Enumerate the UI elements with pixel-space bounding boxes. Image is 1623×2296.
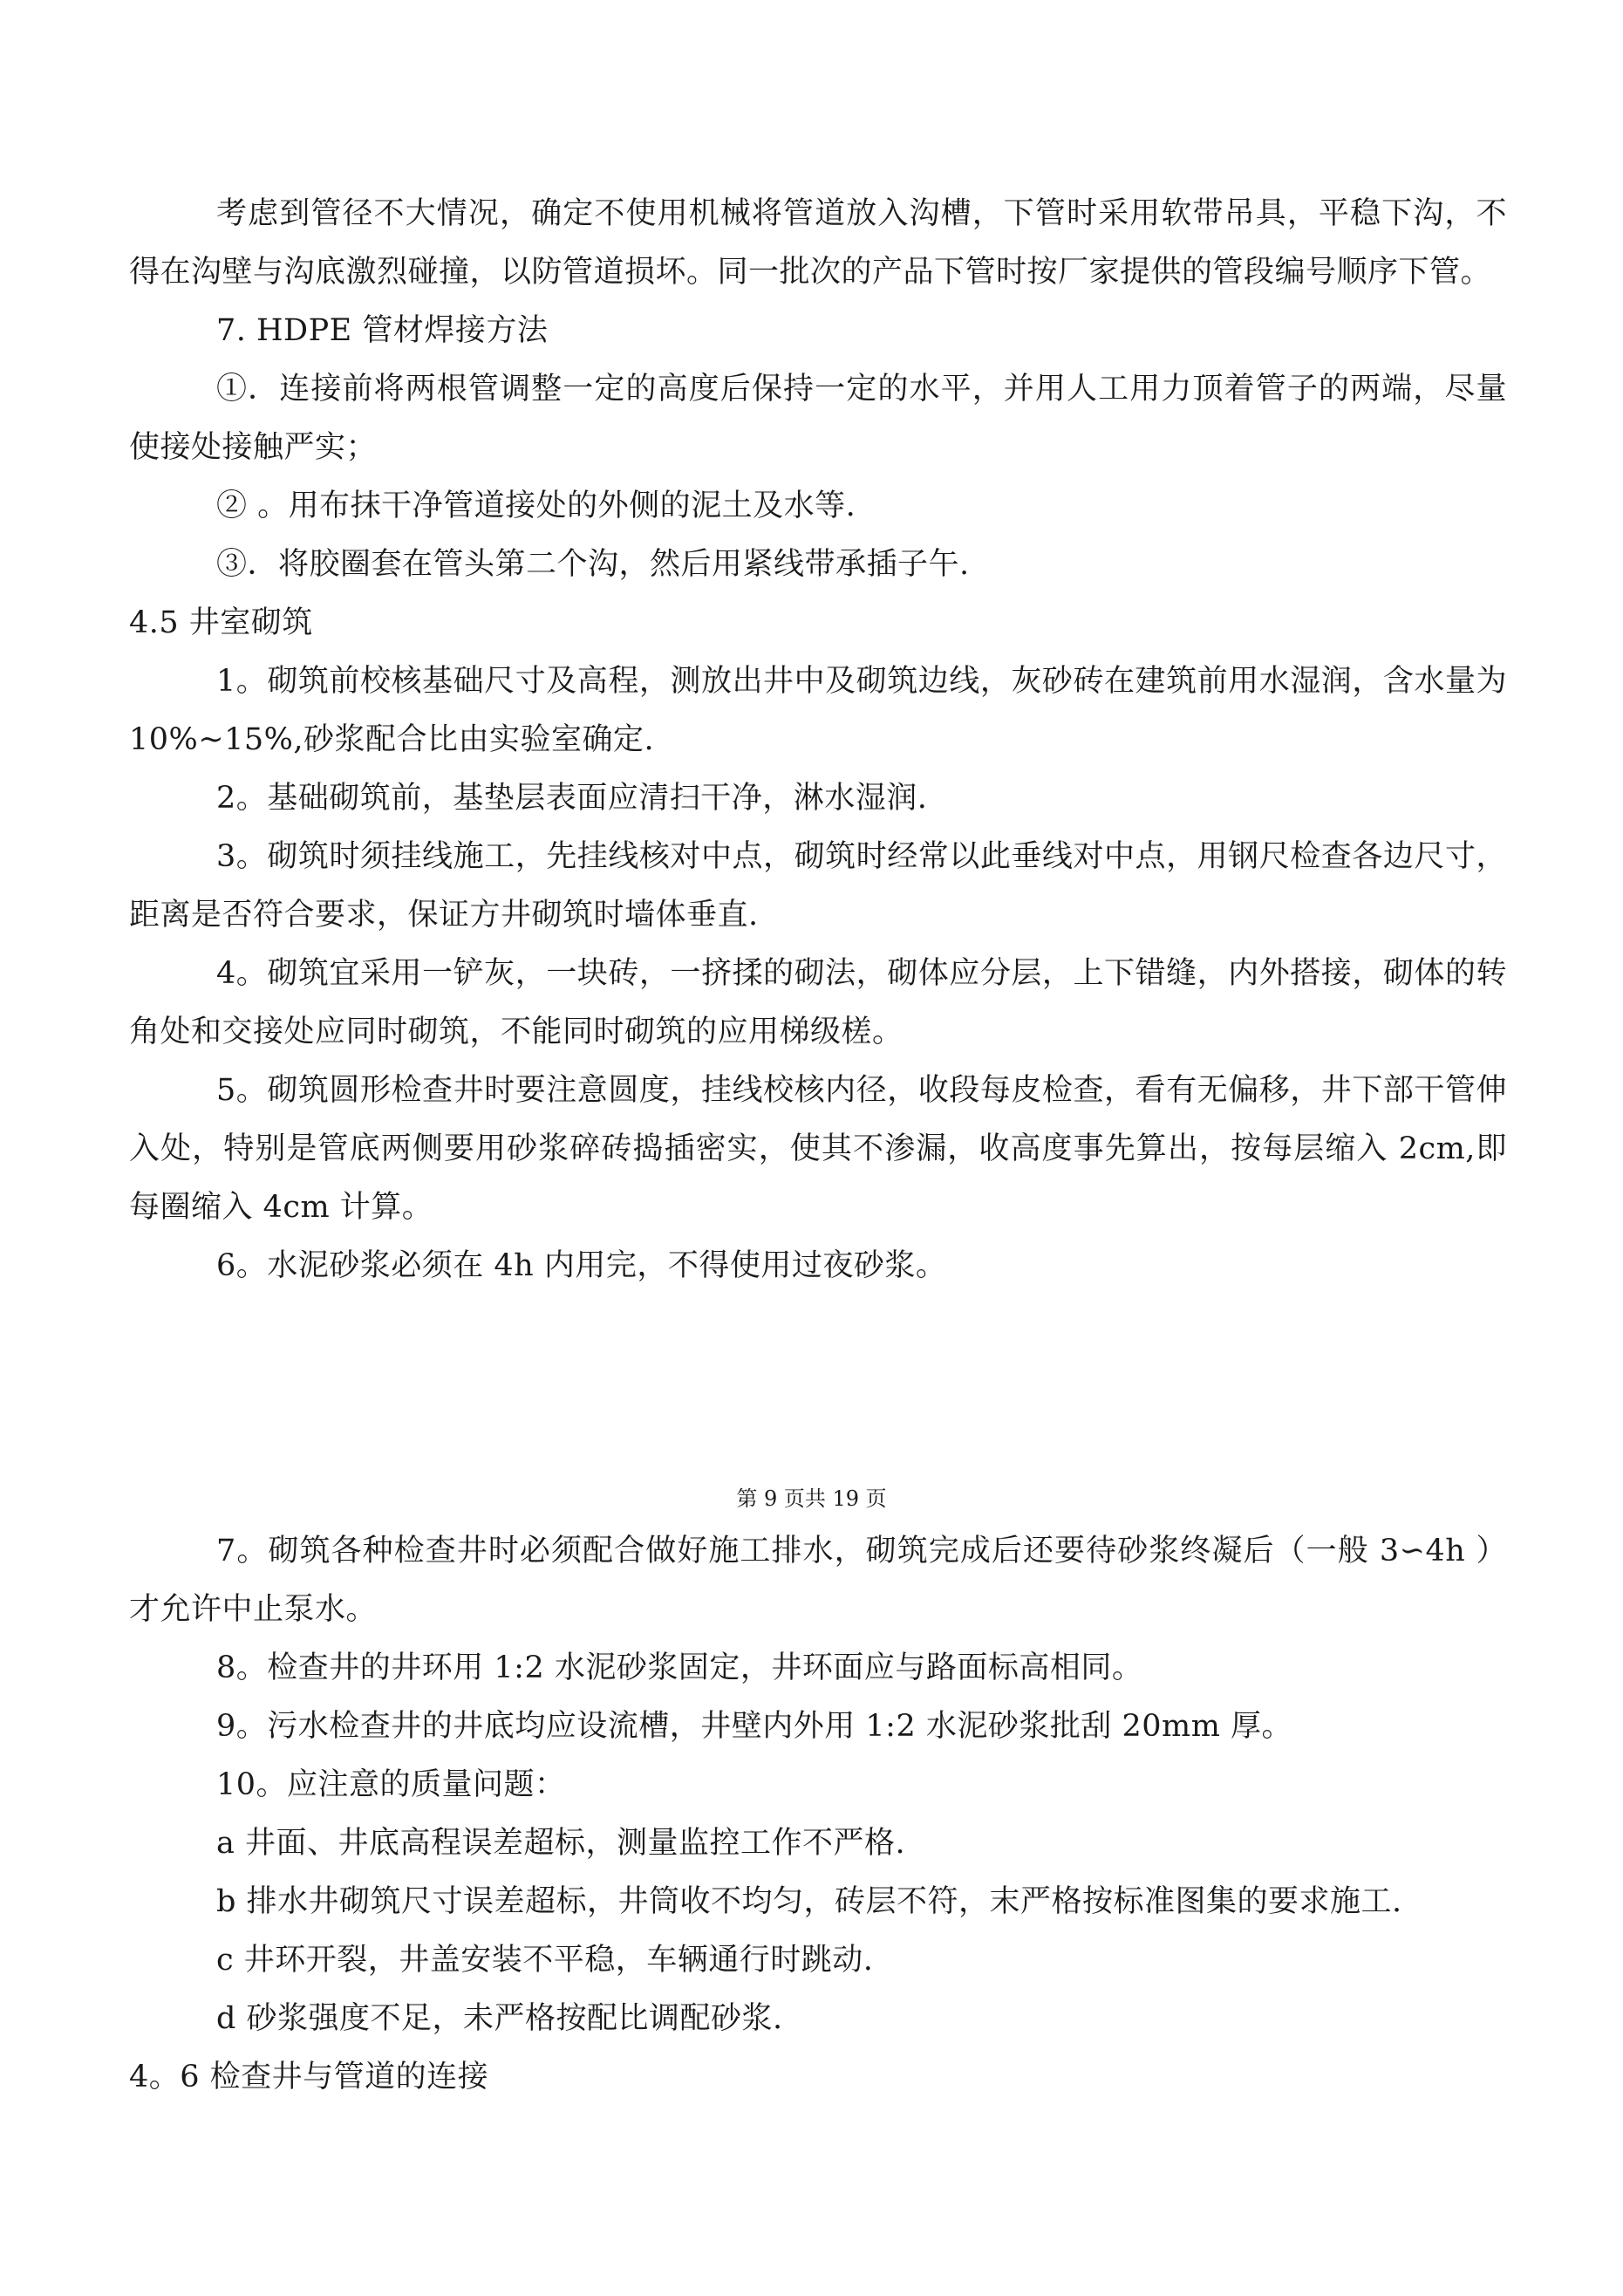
page-number-footer: 第 9 页共 19 页 <box>736 1486 887 1511</box>
paragraph-pipe-lowering: 考虑到管径不大情况，确定不使用机械将管道放入沟槽，下管时采用软带吊具，平稳下沟，不得在沟壁与沟底激烈碰撞，以防管道损坏。同一批次的产品下管时按厂家提供的管段编号顺序下管。 <box>129 196 1507 290</box>
paragraph-masonry-3: 3。砌筑时须挂线施工，先挂线核对中点，砌筑时经常以此垂线对中点，用钢尺检查各边尺寸，距离是否符合要求，保证方井砌筑时墙体垂直. <box>129 839 1507 933</box>
page-section-top <box>129 185 1507 1295</box>
paragraph-quality-a: a 井面、井底高程误差超标，测量监控工作不严格. <box>216 1826 906 1861</box>
page-section-bottom <box>129 1522 1507 2107</box>
paragraph-quality-d: d 砂浆强度不足，未严格按配比调配砂浆. <box>216 2001 783 2036</box>
paragraph-welding-step-1: ①．连接前将两根管调整一定的高度后保持一定的水平，并用人工用力顶着管子的两端，尽量使接处接触严实； <box>129 372 1507 465</box>
section-heading-4-5: 4.5 井室砌筑 <box>129 605 313 640</box>
paragraph-masonry-4: 4。砌筑宜采用一铲灰，一块砖，一挤揉的砌法，砌体应分层，上下错缝，内外搭接，砌体的转角处和交接处应同时砌筑，不能同时砌筑的应用梯级槎。 <box>129 956 1507 1049</box>
paragraph-masonry-1: 1。砌筑前校核基础尺寸及高程，测放出井中及砌筑边线，灰砂砖在建筑前用水湿润，含水量为 10%~15%,砂浆配合比由实验室确定. <box>129 664 1507 757</box>
paragraph-quality-b: b 排水井砌筑尺寸误差超标，井筒收不均匀，砖层不符，末严格按标准图集的要求施工. <box>216 1884 1402 1919</box>
paragraph-masonry-2: 2。基础砌筑前，基垫层表面应清扫干净，淋水湿润. <box>216 781 928 816</box>
paragraph-hdpe-welding-title: 7. HDPE 管材焊接方法 <box>216 313 549 348</box>
paragraph-masonry-6: 6。水泥砂浆必须在 4h 内用完，不得使用过夜砂浆。 <box>216 1248 947 1283</box>
paragraph-masonry-10: 10。应注意的质量问题： <box>216 1767 566 1802</box>
paragraph-masonry-7: 7。砌筑各种检查井时必须配合做好施工排水，砌筑完成后还要待砂浆终凝后（一般 3∽4h ）才允许中止泵水。 <box>129 1534 1507 1627</box>
paragraph-masonry-9: 9。污水检查井的井底均应设流槽，井壁内外用 1:2 水泥砂浆批刮 20mm 厚。 <box>216 1709 1293 1744</box>
paragraph-masonry-8: 8。检查井的井环用 1:2 水泥砂浆固定，井环面应与路面标高相同。 <box>216 1650 1143 1685</box>
paragraph-welding-step-2: ② 。用布抹干净管道接处的外侧的泥土及水等. <box>216 489 856 523</box>
paragraph-masonry-5: 5。砌筑圆形检查井时要注意圆度，挂线校核内径，收段每皮检查，看有无偏移，井下部干管伸入处，特别是管底两侧要用砂浆碎砖捣插密实，使其不渗漏，收高度事先算出，按每层缩入 2cm,即每圈缩入 4cm 计算。 <box>129 1073 1507 1225</box>
section-heading-4-6: 4。6 检查井与管道的连接 <box>129 2060 489 2094</box>
paragraph-quality-c: c 井环开裂，井盖安装不平稳，车辆通行时跳动. <box>216 1943 874 1978</box>
paragraph-welding-step-3: ③．将胶圈套在管头第二个沟，然后用紧线带承插子午. <box>216 547 970 582</box>
